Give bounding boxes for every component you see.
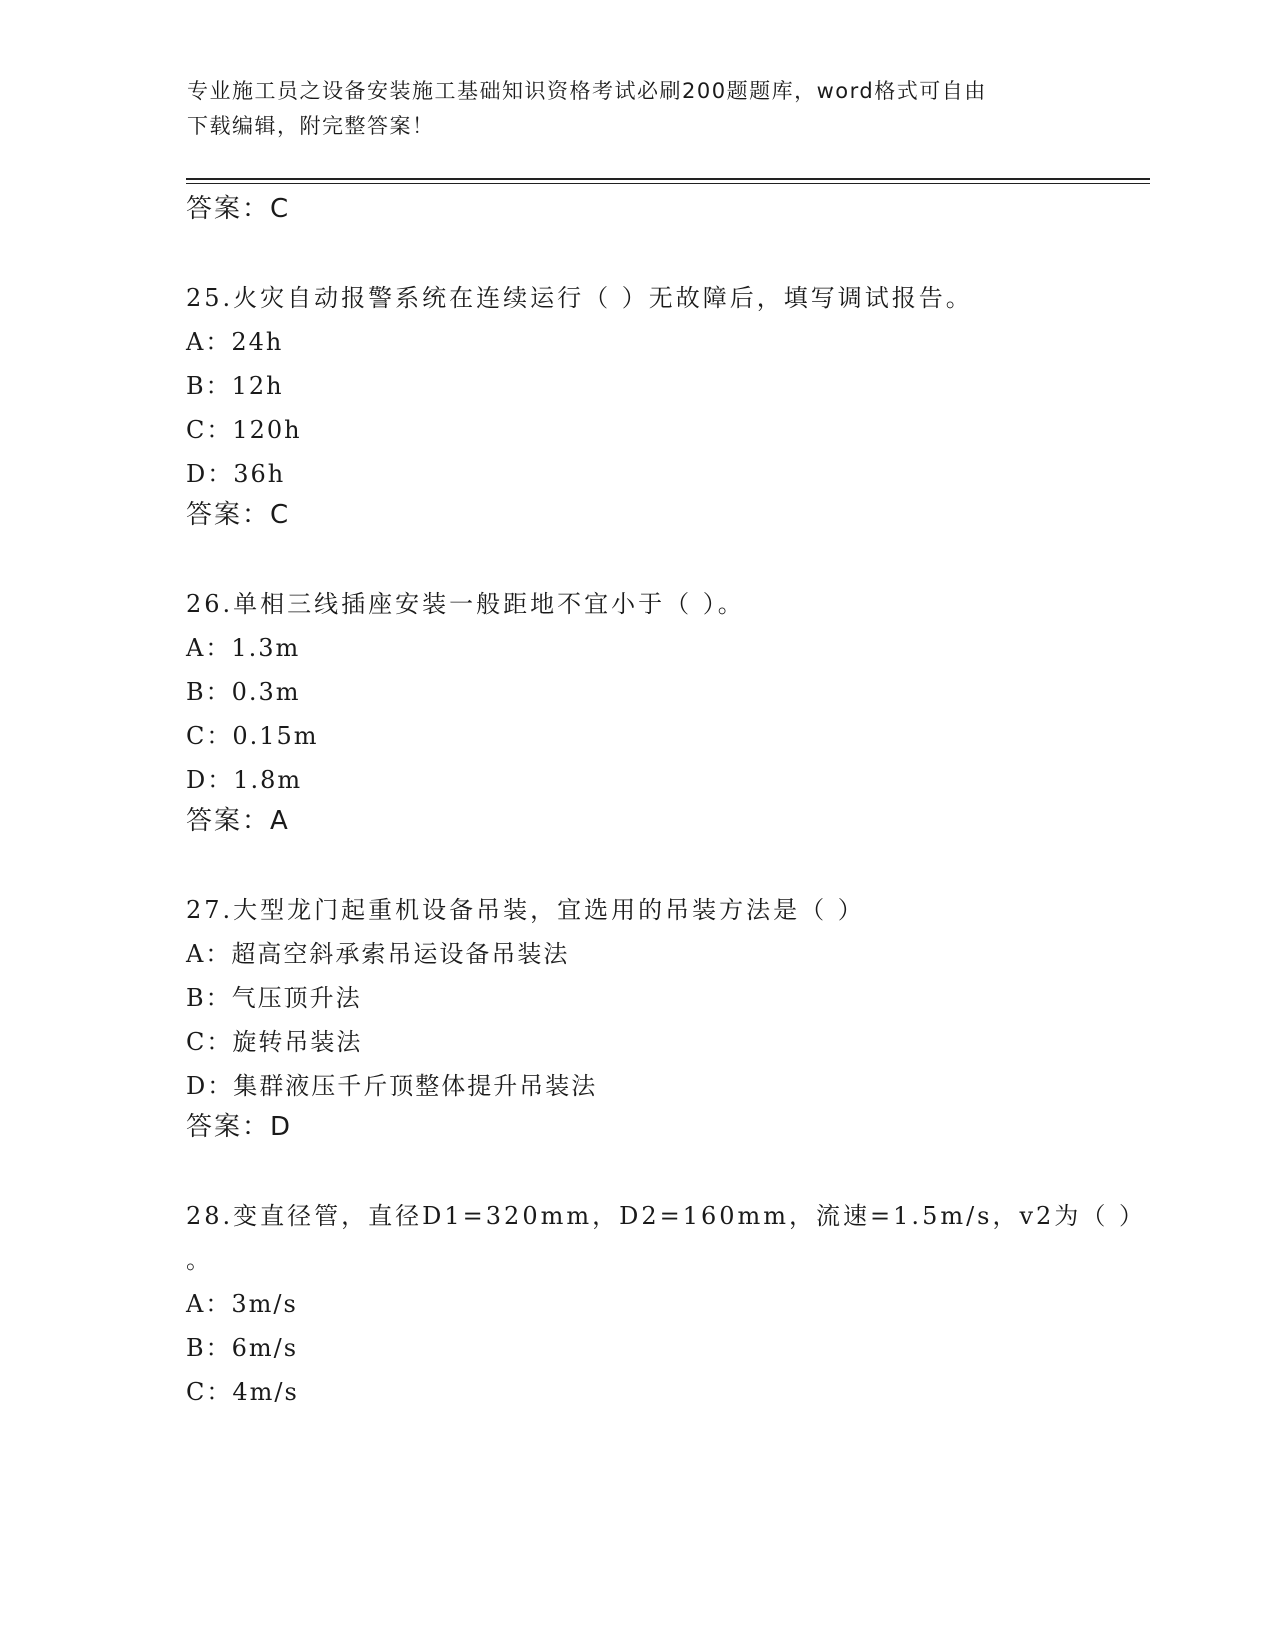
option-a: A：3m/s bbox=[186, 1290, 298, 1318]
option-d: D：36h bbox=[186, 460, 286, 488]
header-divider bbox=[186, 178, 1150, 180]
option-a: A：1.3m bbox=[186, 634, 301, 662]
option-c: C：4m/s bbox=[186, 1378, 299, 1406]
option-b: B：0.3m bbox=[186, 678, 301, 706]
option-c: C：旋转吊装法 bbox=[186, 1028, 363, 1056]
answer-line: 答案：C bbox=[186, 194, 291, 224]
question-stem-continuation: 。 bbox=[186, 1246, 213, 1274]
question-stem: 25.火灾自动报警系统在连续运行（ ）无故障后，填写调试报告。 bbox=[186, 284, 973, 312]
option-a: A：超高空斜承索吊运设备吊装法 bbox=[186, 940, 570, 968]
question-stem: 28.变直径管，直径D1=320mm，D2=160mm，流速=1.5m/s，v2为（ ） bbox=[186, 1202, 1146, 1230]
document-header bbox=[187, 74, 1067, 144]
option-c: C：120h bbox=[186, 416, 302, 444]
header-divider-thin bbox=[186, 183, 1150, 184]
header-line-1: 专业施工员之设备安装施工基础知识资格考试必刷200题题库，word格式可自由 bbox=[187, 79, 987, 103]
question-stem: 26.单相三线插座安装一般距地不宜小于（ ）。 bbox=[186, 590, 745, 618]
option-c: C：0.15m bbox=[186, 722, 319, 750]
option-a: A：24h bbox=[186, 328, 284, 356]
option-b: B：12h bbox=[186, 372, 284, 400]
header-line-2: 下载编辑，附完整答案！ bbox=[187, 114, 435, 138]
option-b: B：6m/s bbox=[186, 1334, 299, 1362]
option-b: B：气压顶升法 bbox=[186, 984, 362, 1012]
option-d: D：集群液压千斤顶整体提升吊装法 bbox=[186, 1072, 598, 1100]
answer-line: 答案：A bbox=[186, 806, 290, 836]
question-stem: 27.大型龙门起重机设备吊装，宜选用的吊装方法是（ ） bbox=[186, 896, 865, 924]
answer-line: 答案：C bbox=[186, 500, 291, 530]
option-d: D：1.8m bbox=[186, 766, 303, 794]
answer-line: 答案：D bbox=[186, 1112, 293, 1142]
